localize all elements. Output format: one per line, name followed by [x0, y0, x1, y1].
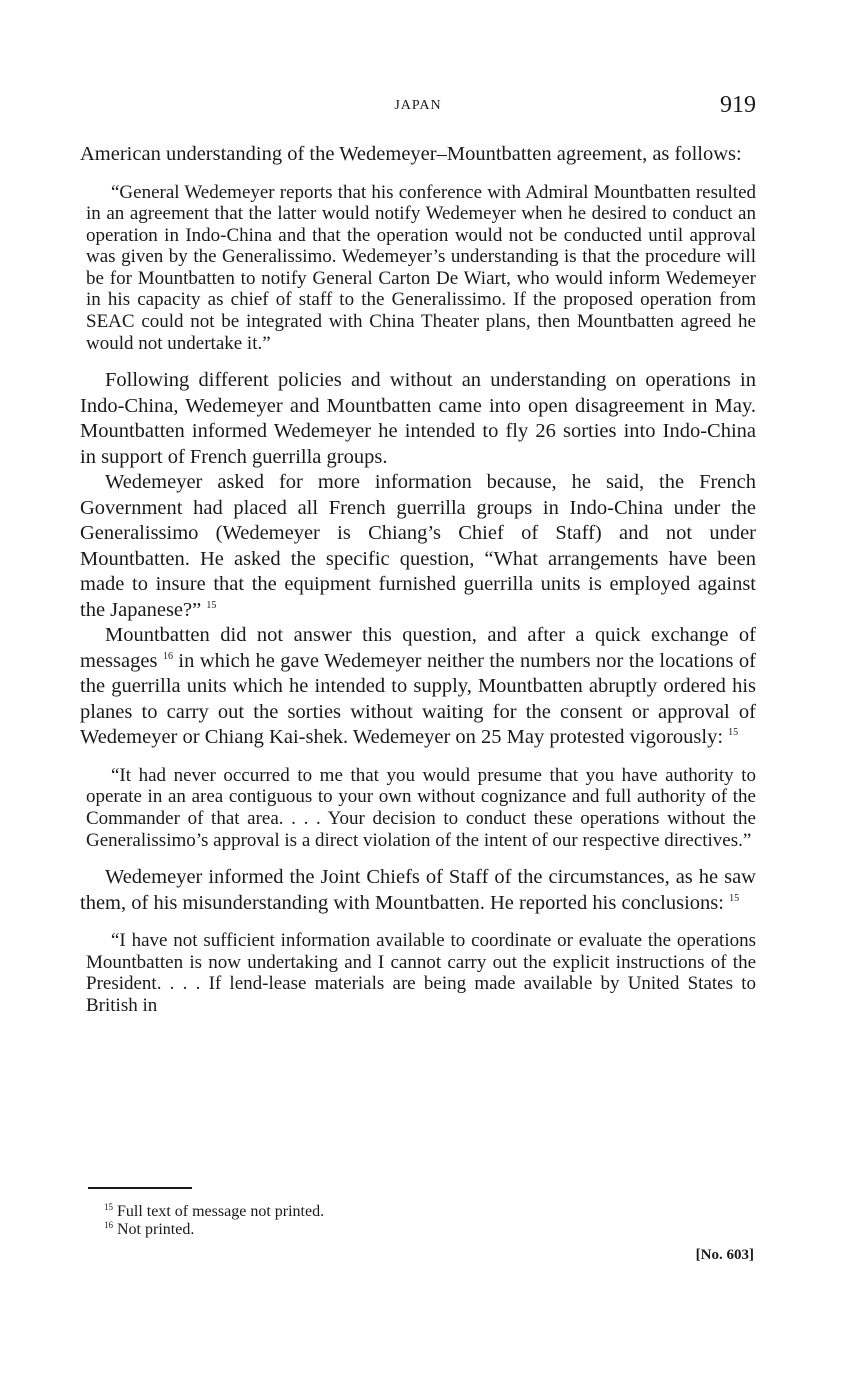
footnote-15 — [104, 1203, 744, 1221]
paragraph-intro: American understanding of the Wedemeyer–Mountbatten agreement, as follows: — [80, 143, 742, 165]
footnote-mark: 15 — [104, 1202, 113, 1212]
paragraph-disagreement: Following different policies and without an understanding on operations in Indo-China, Wedemeyer and Mountbatten came into open disagreement in May. Mountbatten informed Wedemeyer he intended to fly 26 sorties into Indo-China in support of French guerrilla groups. — [80, 369, 756, 468]
paragraph-information-request — [80, 470, 756, 623]
footnote-mark: 16 — [104, 1220, 113, 1230]
paragraph-sorties — [80, 623, 756, 751]
paragraph-text: Mountbatten did not answer this question, and after a quick exchange of messages — [80, 624, 756, 672]
footnote-text: Not printed. — [117, 1221, 195, 1238]
footnote-ref: 15 — [728, 727, 739, 739]
quote-conclusions: “I have not sufficient information available to coordinate or evaluate the operations Mountbatten is now undertaking and I cannot carry out the explicit instructions of the President. . . . If lend-lease materials are being made available by United States to British in — [86, 930, 756, 1016]
footnote-ref: 16 — [162, 650, 173, 662]
page-number: 919 — [720, 92, 756, 118]
paragraph-text: Wedemeyer informed the Joint Chiefs of Staff of the circumstances, as he saw them, of his misunderstanding with Mountbatten. He reported his conclusions: — [80, 866, 756, 914]
footnote-text: Full text of message not printed. — [117, 1203, 325, 1220]
footnotes — [104, 1203, 744, 1239]
footnote-ref: 15 — [206, 599, 217, 611]
footnote-ref: 15 — [729, 892, 740, 904]
page-header — [80, 92, 756, 122]
footnote-16 — [104, 1221, 744, 1239]
page-body — [80, 142, 756, 1031]
running-head: JAPAN — [394, 98, 442, 113]
paragraph-text: in which he gave Wedemeyer neither the numbers nor the locations of the guerrilla units which he intended to supply, Mountbatten abruptly ordered his planes to carry out the sorties without waiting for the consent or approval of Wedemeyer or Chiang Kai-shek. Wedemeyer on 25 May protested vigorously: — [80, 649, 756, 749]
paragraph-text: Wedemeyer asked for more information because, he said, the French Government had placed all French guerrilla groups in Indo-China under the Generalissimo (Wedemeyer is Chiang’s Chief of Staff) and not under Mountbatten. He asked the specific question, “What arrangements have been made to insure that the equipment furnished guerrilla units is employed against the Japanese?” — [80, 471, 756, 621]
quote-wedemeyer-report: “General Wedemeyer reports that his conference with Admiral Mountbatten resulted in an agreement that the latter would notify Wedemeyer when he desired to conduct an operation in Indo-China and that the operation would not be conducted until approval was given by the Generalissimo. Wedemeyer’s understanding is that the procedure will be for Mountbatten to notify General Carton De Wiart, who would inform Wedemeyer in his capacity as chief of staff to the Generalissimo. If the proposed operation from SEAC could not be integrated with China Theater plans, then Mountbatten agreed he would not undertake it.” — [86, 181, 756, 354]
document-number: [No. 603] — [695, 1247, 754, 1263]
quote-protest: “It had never occurred to me that you would presume that you have authority to operate in an area contiguous to your own without cognizance and full authority of the Commander of that area. . . . Your decision to conduct these operations without the Generalissimo’s approval is a direct violation of the intent of our respective directives.” — [86, 764, 756, 851]
footnote-rule — [88, 1187, 192, 1189]
paragraph-joint-chiefs — [80, 865, 756, 916]
